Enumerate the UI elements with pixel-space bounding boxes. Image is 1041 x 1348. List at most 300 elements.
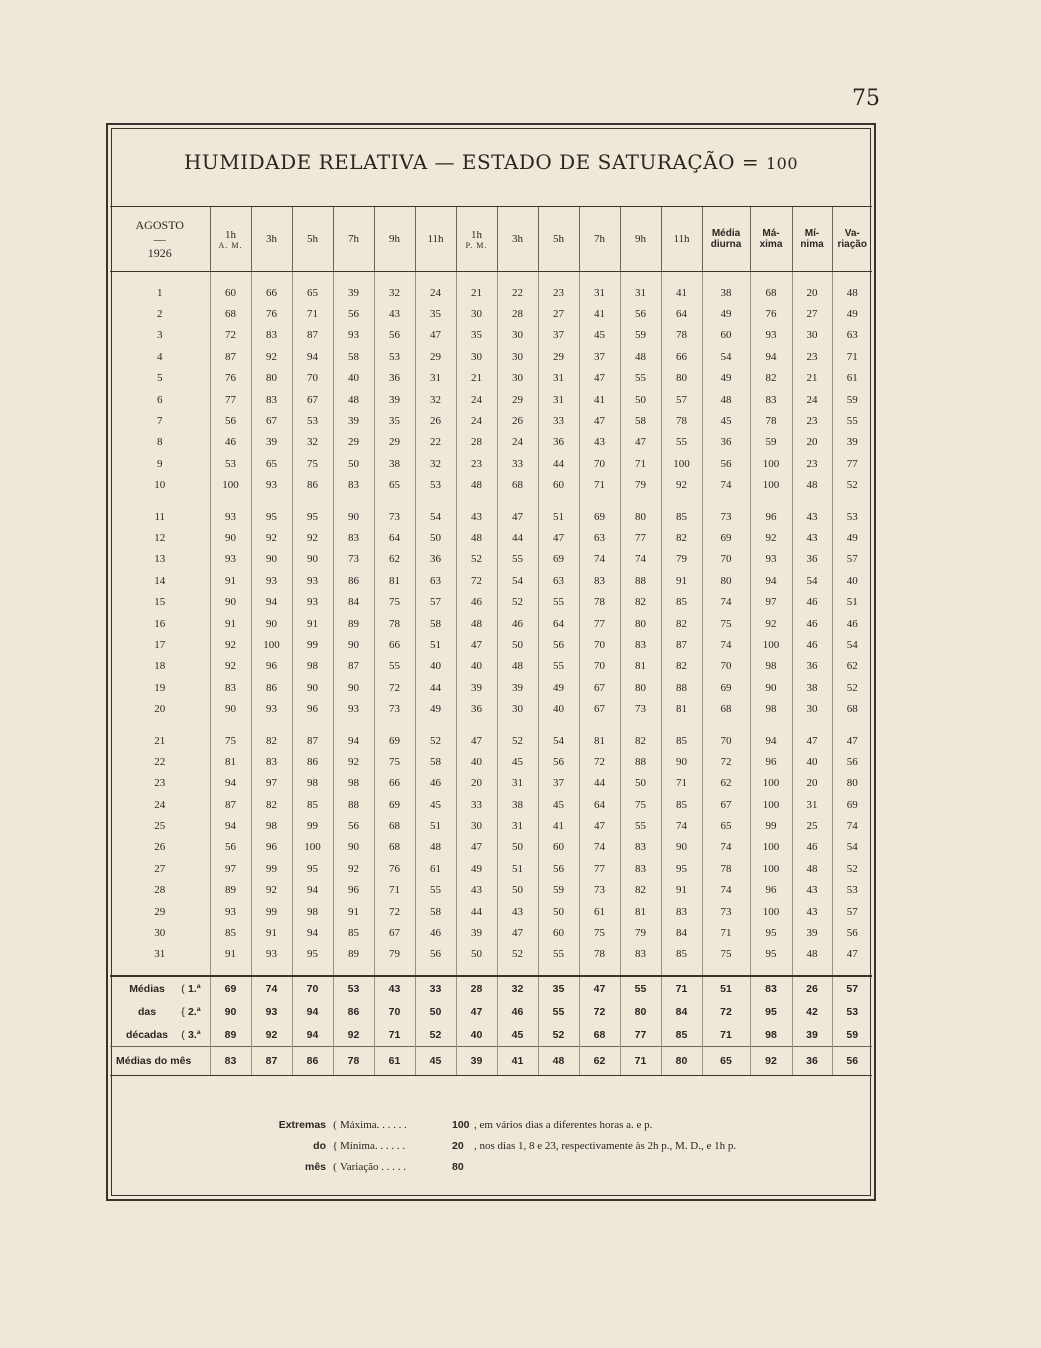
value-cell: 93 (750, 325, 792, 346)
decade-mean-cell: 71 (702, 1023, 750, 1047)
month-mean-cell: 56 (832, 1047, 872, 1076)
hour-header (579, 207, 620, 272)
value-cell: 47 (456, 837, 497, 858)
value-cell: 43 (456, 506, 497, 527)
value-cell: 56 (210, 837, 251, 858)
value-cell: 40 (456, 656, 497, 677)
decade-mean-cell: 53 (333, 976, 374, 1000)
hour-label: 9h (389, 233, 400, 245)
value-cell: 48 (456, 613, 497, 634)
value-cell: 93 (333, 698, 374, 719)
value-cell: 88 (333, 794, 374, 815)
spacer-cell (538, 965, 579, 976)
value-cell: 45 (497, 751, 538, 772)
value-cell: 30 (792, 325, 832, 346)
value-cell: 90 (333, 506, 374, 527)
table-row (110, 527, 872, 548)
day-cell: 25 (110, 815, 210, 836)
monthly-extremes (230, 1114, 736, 1177)
value-cell: 23 (538, 282, 579, 303)
value-cell: 94 (210, 815, 251, 836)
value-cell: 56 (333, 815, 374, 836)
value-cell: 67 (292, 389, 333, 410)
value-cell: 76 (251, 303, 292, 324)
value-cell: 58 (620, 410, 661, 431)
value-cell: 58 (333, 346, 374, 367)
value-cell: 54 (792, 570, 832, 591)
value-cell: 90 (333, 677, 374, 698)
spacer-cell (661, 720, 702, 730)
value-cell: 75 (374, 591, 415, 612)
value-cell: 48 (415, 837, 456, 858)
extreme-group-label: Extremas (278, 1118, 326, 1131)
value-cell: 83 (620, 634, 661, 655)
hour-label: 9h (635, 233, 646, 245)
value-cell: 85 (661, 794, 702, 815)
spacer-cell (579, 965, 620, 976)
value-cell: 32 (374, 282, 415, 303)
value-cell: 92 (251, 880, 292, 901)
value-cell: 29 (333, 432, 374, 453)
brace-glyph: { (332, 1139, 338, 1152)
value-cell: 63 (846, 329, 858, 342)
value-cell: 46 (792, 837, 832, 858)
value-cell: 46 (415, 922, 456, 943)
day-cell: 28 (110, 880, 210, 901)
value-cell: 37 (579, 346, 620, 367)
brace-glyph: ( (333, 1160, 337, 1173)
value-cell: 67 (374, 922, 415, 943)
value-cell: 96 (750, 880, 792, 901)
value-cell: 94 (292, 922, 333, 943)
value-cell: 52 (846, 479, 858, 492)
extreme-row (230, 1135, 736, 1156)
value-cell: 77 (579, 858, 620, 879)
spacer-cell (620, 965, 661, 976)
decade-mean-cell: 74 (251, 976, 292, 1000)
value-cell: 50 (620, 773, 661, 794)
table-row (110, 325, 872, 346)
decade-mean-cell: 55 (538, 1000, 579, 1023)
value-cell: 37 (538, 773, 579, 794)
value-cell: 90 (292, 549, 333, 570)
value-cell: 91 (292, 613, 333, 634)
table-row (110, 837, 872, 858)
spacer-cell (750, 272, 792, 283)
spacer-cell (497, 496, 538, 506)
value-cell: 85 (210, 922, 251, 943)
value-cell: 98 (750, 656, 792, 677)
value-cell: 47 (456, 730, 497, 751)
value-cell: 73 (620, 698, 661, 719)
spacer-cell (497, 272, 538, 283)
value-cell: 98 (251, 815, 292, 836)
value-cell: 55 (538, 591, 579, 612)
hour-period: A. M. (218, 240, 243, 250)
value-cell: 69 (579, 506, 620, 527)
value-cell: 96 (251, 656, 292, 677)
month-mean-cell: 36 (792, 1047, 832, 1076)
month-mean-row (110, 1047, 872, 1076)
value-cell: 81 (374, 570, 415, 591)
spacer-cell (333, 272, 374, 283)
value-cell: 57 (661, 389, 702, 410)
value-cell: 47 (620, 432, 661, 453)
decade-mean-cell: 84 (661, 1000, 702, 1023)
hour-header (292, 207, 333, 272)
value-cell: 80 (846, 777, 858, 790)
stat-header: Média diurna (702, 207, 750, 272)
value-cell: 94 (333, 730, 374, 751)
value-cell: 92 (210, 656, 251, 677)
value-cell: 26 (497, 410, 538, 431)
value-cell: 53 (210, 453, 251, 474)
title-value: 100 (766, 154, 799, 173)
value-cell: 73 (374, 698, 415, 719)
spacer-cell (792, 965, 832, 976)
value-cell: 81 (210, 751, 251, 772)
value-cell: 35 (415, 303, 456, 324)
value-cell: 92 (210, 634, 251, 655)
value-cell: 22 (497, 282, 538, 303)
value-cell: 36 (792, 656, 832, 677)
value-cell: 28 (456, 432, 497, 453)
decade-mean-cell: 85 (661, 1023, 702, 1047)
table-row (110, 453, 872, 474)
value-cell: 87 (210, 346, 251, 367)
value-cell: 29 (415, 346, 456, 367)
extreme-value: 100 (452, 1118, 470, 1131)
value-cell: 27 (538, 303, 579, 324)
value-cell: 93 (333, 325, 374, 346)
table-row (110, 880, 872, 901)
value-cell: 48 (792, 475, 832, 496)
value-cell: 43 (792, 901, 832, 922)
value-cell: 75 (620, 794, 661, 815)
table-row (110, 634, 872, 655)
value-cell: 31 (415, 368, 456, 389)
value-cell: 87 (333, 656, 374, 677)
value-cell: 30 (497, 325, 538, 346)
table-row (110, 368, 872, 389)
value-cell: 95 (292, 858, 333, 879)
hour-label: 7h (348, 233, 359, 245)
spacer-cell (750, 720, 792, 730)
value-cell: 43 (792, 506, 832, 527)
day-cell: 20 (110, 698, 210, 719)
value-cell: 72 (210, 325, 251, 346)
value-cell: 73 (702, 506, 750, 527)
value-cell: 90 (333, 837, 374, 858)
value-cell: 46 (415, 773, 456, 794)
month-mean-cell: 92 (750, 1047, 792, 1076)
value-cell: 38 (374, 453, 415, 474)
value-cell: 66 (661, 346, 702, 367)
value-cell: 100 (750, 858, 792, 879)
decade-mean-cell: 95 (750, 1000, 792, 1023)
value-cell: 49 (846, 308, 858, 321)
value-cell: 86 (292, 475, 333, 496)
value-cell: 24 (792, 389, 832, 410)
decade-mean-cell: 47 (579, 976, 620, 1000)
value-cell: 39 (374, 389, 415, 410)
decade-mean-cell: 51 (702, 976, 750, 1000)
value-cell: 25 (792, 815, 832, 836)
hour-label: 1h (471, 228, 482, 241)
spacer-cell (579, 272, 620, 283)
value-cell: 55 (415, 880, 456, 901)
table-row (110, 613, 872, 634)
value-cell: 36 (538, 432, 579, 453)
value-cell: 50 (620, 389, 661, 410)
value-cell: 63 (415, 570, 456, 591)
value-cell: 100 (292, 837, 333, 858)
value-cell: 94 (750, 346, 792, 367)
value-cell: 46 (210, 432, 251, 453)
value-cell: 84 (661, 922, 702, 943)
value-cell: 91 (210, 613, 251, 634)
value-cell: 72 (702, 751, 750, 772)
value-cell: 59 (846, 393, 858, 406)
value-cell: 76 (210, 368, 251, 389)
value-cell: 74 (702, 634, 750, 655)
value-cell: 77 (579, 613, 620, 634)
value-cell: 69 (374, 730, 415, 751)
spacer-cell (579, 720, 620, 730)
value-cell: 36 (374, 368, 415, 389)
value-cell: 79 (374, 944, 415, 965)
value-cell: 66 (374, 634, 415, 655)
value-cell: 39 (846, 436, 858, 449)
day-cell: 29 (110, 901, 210, 922)
value-cell: 30 (497, 346, 538, 367)
value-cell: 87 (661, 634, 702, 655)
value-cell: 31 (497, 815, 538, 836)
value-cell: 92 (251, 527, 292, 548)
value-cell: 48 (702, 389, 750, 410)
decade-mean-cell: 77 (620, 1023, 661, 1047)
day-cell: 10 (110, 475, 210, 496)
page-title (106, 150, 876, 174)
value-cell: 100 (750, 453, 792, 474)
spacer-cell (110, 965, 210, 976)
spacer-cell (792, 720, 832, 730)
value-cell: 58 (415, 751, 456, 772)
value-cell: 20 (792, 282, 832, 303)
value-cell: 52 (497, 591, 538, 612)
value-cell: 47 (538, 527, 579, 548)
value-cell: 69 (702, 527, 750, 548)
value-cell: 78 (374, 613, 415, 634)
decade-mean-cell: 80 (620, 1000, 661, 1023)
value-cell: 40 (846, 574, 858, 587)
value-cell: 61 (415, 858, 456, 879)
value-cell: 39 (456, 677, 497, 698)
value-cell: 43 (792, 880, 832, 901)
spacer-cell (251, 496, 292, 506)
value-cell: 95 (292, 944, 333, 965)
extreme-name: Máxima. . . . . . (340, 1118, 407, 1131)
spacer-cell (661, 272, 702, 283)
value-cell: 69 (846, 798, 858, 811)
value-cell: 47 (456, 634, 497, 655)
table-row (110, 656, 872, 677)
spacer-cell (110, 496, 210, 506)
value-cell: 23 (456, 453, 497, 474)
value-cell: 75 (292, 453, 333, 474)
value-cell: 71 (292, 303, 333, 324)
spacer-cell (750, 496, 792, 506)
value-cell: 35 (456, 325, 497, 346)
value-cell: 79 (620, 922, 661, 943)
decade-mean-cell: 72 (702, 1000, 750, 1023)
value-cell: 57 (415, 591, 456, 612)
value-cell: 30 (792, 698, 832, 719)
value-cell: 39 (251, 432, 292, 453)
value-cell: 75 (374, 751, 415, 772)
value-cell: 54 (538, 730, 579, 751)
value-cell: 82 (620, 730, 661, 751)
extreme-row (230, 1114, 736, 1135)
spacer-cell (620, 272, 661, 283)
value-cell: 93 (210, 901, 251, 922)
value-cell: 100 (210, 475, 251, 496)
day-cell: 15 (110, 591, 210, 612)
value-cell: 31 (538, 389, 579, 410)
value-cell: 63 (579, 527, 620, 548)
value-cell: 74 (661, 815, 702, 836)
table-row (110, 475, 872, 496)
value-cell: 85 (661, 944, 702, 965)
value-cell: 93 (750, 549, 792, 570)
value-cell: 40 (792, 751, 832, 772)
value-cell: 72 (456, 570, 497, 591)
stat-header: Má- xima (750, 207, 792, 272)
value-cell: 53 (846, 510, 858, 523)
value-cell: 91 (251, 922, 292, 943)
value-cell: 22 (415, 432, 456, 453)
spacer-cell (251, 965, 292, 976)
value-cell: 31 (497, 773, 538, 794)
value-cell: 82 (620, 880, 661, 901)
value-cell: 70 (579, 656, 620, 677)
value-cell: 85 (292, 794, 333, 815)
value-cell: 97 (210, 858, 251, 879)
page-number: 75 (852, 86, 880, 111)
value-cell: 29 (538, 346, 579, 367)
value-cell: 98 (750, 698, 792, 719)
value-cell: 53 (374, 346, 415, 367)
value-cell: 43 (374, 303, 415, 324)
day-cell: 19 (110, 677, 210, 698)
value-cell: 100 (750, 773, 792, 794)
value-cell: 33 (456, 794, 497, 815)
value-cell: 43 (579, 432, 620, 453)
spacer-row (110, 272, 872, 283)
spacer-cell (374, 720, 415, 730)
spacer-cell (620, 720, 661, 730)
value-cell: 73 (579, 880, 620, 901)
value-cell: 56 (538, 858, 579, 879)
spacer-cell (333, 496, 374, 506)
value-cell: 77 (620, 527, 661, 548)
value-cell: 23 (792, 410, 832, 431)
value-cell: 90 (750, 677, 792, 698)
value-cell: 49 (538, 677, 579, 698)
value-cell: 74 (702, 475, 750, 496)
value-cell: 54 (702, 346, 750, 367)
value-cell: 52 (497, 730, 538, 751)
value-cell: 54 (846, 841, 858, 854)
spacer-cell (702, 965, 750, 976)
hour-header (333, 207, 374, 272)
decade-mean-cell: 28 (456, 976, 497, 1000)
value-cell: 89 (333, 613, 374, 634)
value-cell: 48 (456, 527, 497, 548)
value-cell: 73 (702, 901, 750, 922)
day-cell: 8 (110, 432, 210, 453)
value-cell: 87 (210, 794, 251, 815)
value-cell: 94 (292, 346, 333, 367)
value-cell: 20 (792, 432, 832, 453)
decade-mean-cell: 86 (333, 1000, 374, 1023)
decade-mean-cell: 47 (456, 1000, 497, 1023)
value-cell: 39 (333, 410, 374, 431)
decade-mean-cell: 92 (333, 1023, 374, 1047)
value-cell: 99 (251, 858, 292, 879)
value-cell: 48 (846, 286, 858, 299)
value-cell: 50 (415, 527, 456, 548)
value-cell: 91 (210, 944, 251, 965)
value-cell: 92 (750, 613, 792, 634)
value-cell: 82 (251, 794, 292, 815)
hour-period: P. M. (465, 240, 488, 250)
spacer-cell (210, 272, 251, 283)
decade-label: Médias (129, 982, 165, 995)
decade-ordinal: 2.ª (188, 1005, 201, 1018)
value-cell: 93 (251, 944, 292, 965)
value-cell: 50 (456, 944, 497, 965)
value-cell: 20 (456, 773, 497, 794)
hour-label: 5h (307, 233, 318, 245)
value-cell: 92 (750, 527, 792, 548)
value-cell: 60 (702, 325, 750, 346)
value-cell: 65 (251, 453, 292, 474)
value-cell: 48 (333, 389, 374, 410)
decade-mean-row (110, 1000, 872, 1023)
month-mean-cell: 71 (620, 1047, 661, 1076)
value-cell: 100 (750, 837, 792, 858)
value-cell: 39 (497, 677, 538, 698)
value-cell: 57 (846, 905, 858, 918)
value-cell: 99 (292, 634, 333, 655)
spacer-cell (661, 965, 702, 976)
value-cell: 44 (538, 453, 579, 474)
hour-label: 5h (553, 233, 564, 245)
decade-mean-cell: 90 (210, 1000, 251, 1023)
table-header-row (110, 207, 872, 272)
spacer-cell (661, 496, 702, 506)
value-cell: 55 (538, 944, 579, 965)
value-cell: 74 (702, 837, 750, 858)
value-cell: 100 (661, 453, 702, 474)
value-cell: 92 (661, 475, 702, 496)
decade-mean-cell: 70 (374, 1000, 415, 1023)
value-cell: 24 (415, 282, 456, 303)
day-cell: 5 (110, 368, 210, 389)
spacer-cell (538, 496, 579, 506)
value-cell: 98 (292, 656, 333, 677)
